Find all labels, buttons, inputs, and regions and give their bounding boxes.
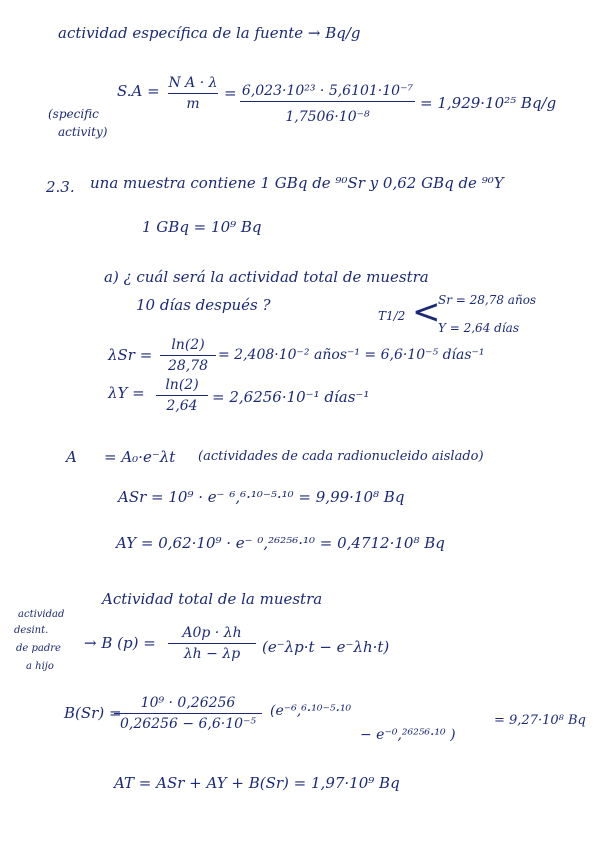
lambda-sr-label: λSr = xyxy=(108,346,153,364)
activity-formula: = A₀·e⁻λt xyxy=(104,448,176,466)
margin-note-1: actividad xyxy=(18,609,65,620)
sa-value-denominator: 1,7506·10⁻⁸ xyxy=(285,109,370,125)
sa-equals: = xyxy=(224,84,237,102)
sa-fraction xyxy=(168,74,218,113)
b-sr-result: = 9,27·10⁸ Bq xyxy=(494,713,586,728)
total-activity-heading: Actividad total de la muestra xyxy=(102,590,323,608)
bateman-fraction xyxy=(168,624,256,663)
margin-note-2: desint. xyxy=(14,625,49,636)
question-a-line2: 10 días después ? xyxy=(136,296,271,314)
specific-note-1: (specific xyxy=(48,107,99,121)
half-life-bracket: < xyxy=(412,292,441,332)
activity-formula-note: (actividades de cada radionucleido aislado) xyxy=(198,449,484,464)
activity-sr: ASr = 10⁹ · e⁻ ⁶,⁶·¹⁰⁻⁵·¹⁰ = 9,99·10⁸ Bq xyxy=(118,488,405,506)
question-a-line1: a) ¿ cuál será la actividad total de muestra xyxy=(104,268,429,286)
half-life-sr: Sr = 28,78 años xyxy=(438,293,537,307)
bateman-lhs: → B (p) = xyxy=(84,634,156,652)
b-sr-exp1: (e⁻⁶,⁶·¹⁰⁻⁵·¹⁰ xyxy=(270,703,352,719)
margin-note-4: a hijo xyxy=(26,661,54,672)
sa-denominator: m xyxy=(186,96,200,112)
lambda-sr-value: = 2,408·10⁻² años⁻¹ = 6,6·10⁻⁵ días⁻¹ xyxy=(218,347,485,363)
bateman-num: A0p · λh xyxy=(182,625,242,641)
line-specific-activity-heading: actividad específica de la fuente → Bq/g xyxy=(58,24,361,42)
b-sr-den: 0,26256 − 6,6·10⁻⁵ xyxy=(119,716,257,732)
b-sr-fraction xyxy=(114,694,262,733)
activity-formula-lhs: A xyxy=(66,448,77,466)
b-sr-num: 10⁹ · 0,26256 xyxy=(140,695,236,711)
lambda-sr-den: 28,78 xyxy=(167,358,209,374)
gbq-conversion: 1 GBq = 10⁹ Bq xyxy=(142,218,262,236)
problem-statement: una muestra contiene 1 GBq de ⁹⁰Sr y 0,62 GBq de ⁹⁰Y xyxy=(90,174,504,192)
half-life-y: Y = 2,64 días xyxy=(438,321,519,335)
lambda-y-label: λY = xyxy=(108,384,145,402)
lambda-y-num: ln(2) xyxy=(165,377,199,393)
lambda-sr-fraction xyxy=(160,336,216,375)
lambda-y-den: 2,64 xyxy=(166,398,198,414)
problem-number: 2.3. xyxy=(46,178,75,196)
half-life-label: T1/2 xyxy=(378,309,406,323)
activity-y: AY = 0,62·10⁹ · e⁻ ⁰,²⁶²⁵⁶·¹⁰ = 0,4712·10⁸ Bq xyxy=(116,534,445,552)
margin-note-3: de padre xyxy=(16,643,61,654)
sa-numerator: N A · λ xyxy=(168,75,218,91)
b-sr-lhs: B(Sr) = xyxy=(64,704,122,722)
sa-value-fraction xyxy=(240,82,415,126)
lambda-sr-num: ln(2) xyxy=(171,337,205,353)
lambda-y-fraction xyxy=(156,376,208,415)
sa-result: = 1,929·10²⁵ Bq/g xyxy=(420,94,557,112)
bateman-exponentials: (e⁻λp·t − e⁻λh·t) xyxy=(262,638,390,656)
lambda-y-value: = 2,6256·10⁻¹ días⁻¹ xyxy=(212,388,370,406)
sa-value-numerator: 6,023·10²³ · 5,6101·10⁻⁷ xyxy=(241,83,414,99)
total-activity-result: AT = ASr + AY + B(Sr) = 1,97·10⁹ Bq xyxy=(114,774,400,792)
specific-note-2: activity) xyxy=(58,125,108,139)
sa-label: S.A = xyxy=(117,82,160,100)
bateman-den: λh − λp xyxy=(183,646,241,662)
b-sr-exp2: − e⁻⁰,²⁶²⁵⁶·¹⁰ ) xyxy=(360,727,456,743)
